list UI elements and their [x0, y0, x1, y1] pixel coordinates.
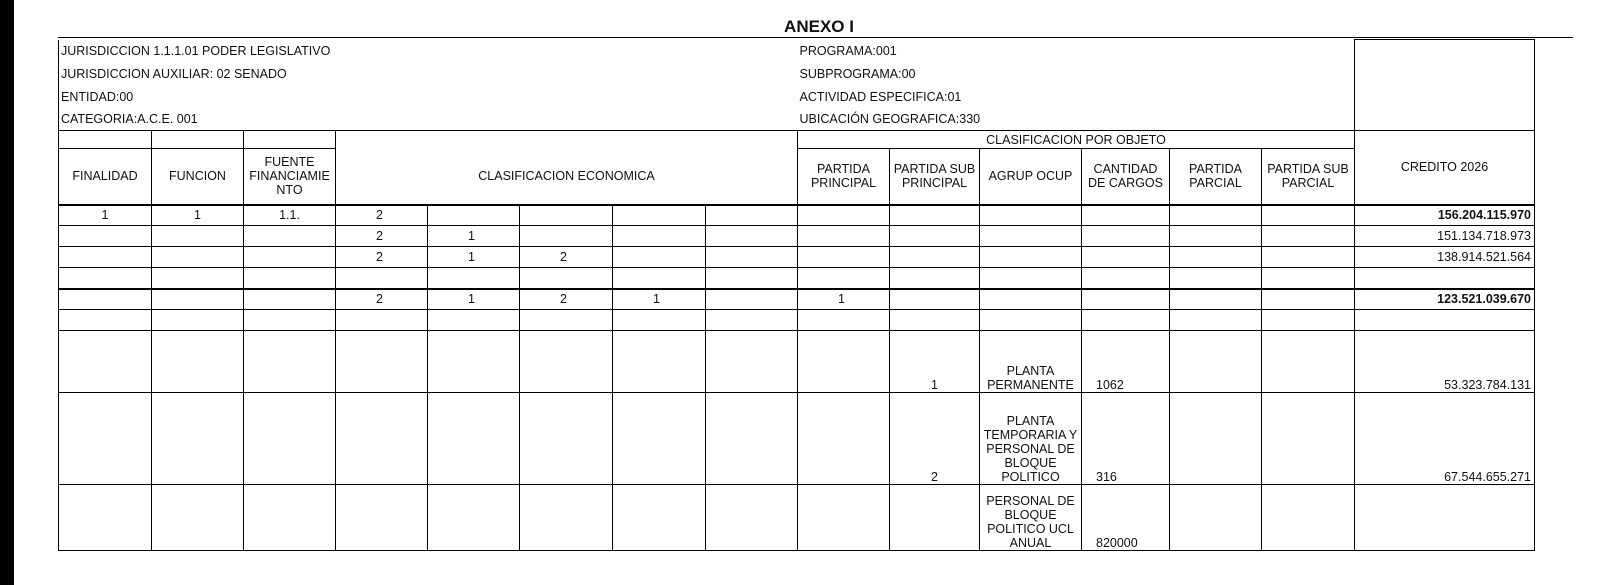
meta-ubicacion: UBICACIÓN GEOGRAFICA:330 [799, 112, 981, 127]
cell-psp: 1 [890, 331, 980, 393]
header-partida-parcial: PARTIDA PARCIAL [1170, 149, 1262, 205]
cell-finalidad [59, 310, 152, 331]
cell-ce1 [336, 310, 428, 331]
cell-credito: 123.521.039.670 [1355, 289, 1535, 310]
cell-subparcial [1262, 289, 1355, 310]
cell-funcion [152, 247, 244, 268]
cell-pp [798, 247, 890, 268]
cell-ce1: 2 [336, 205, 428, 226]
cell-pp: 1 [798, 289, 890, 310]
cell-pp [798, 331, 890, 393]
cell-psp [890, 226, 980, 247]
cell-ce2: 1 [428, 289, 520, 310]
cell-credito [1355, 268, 1535, 289]
cell-cant [1082, 226, 1170, 247]
cell-funcion [152, 485, 244, 551]
cell-ce4: 1 [613, 289, 706, 310]
header-top-blank-economica [336, 131, 798, 149]
meta-jurisdiccion-auxiliar: JURISDICCION AUXILIAR: 02 SENADO [59, 63, 798, 86]
cell-cant [1082, 289, 1170, 310]
header-partida-principal: PARTIDA PRINCIPAL [798, 149, 890, 205]
cell-ce2 [428, 331, 520, 393]
cell-ce3 [520, 268, 613, 289]
cell-ce5 [706, 289, 798, 310]
cell-ce1: 2 [336, 289, 428, 310]
cell-finalidad [59, 226, 152, 247]
cell-pp [798, 393, 890, 485]
cell-ce2 [428, 268, 520, 289]
table-row [59, 331, 1535, 393]
cell-ce4 [613, 393, 706, 485]
cell-ce3 [520, 393, 613, 485]
meta-programa: PROGRAMA:001 [799, 44, 897, 58]
header-clasificacion-objeto: CLASIFICACION POR OBJETO [798, 131, 1355, 149]
cell-parcial [1170, 205, 1262, 226]
cell-parcial [1170, 485, 1262, 551]
cell-fuente [244, 485, 336, 551]
cell-ce3 [520, 310, 613, 331]
cell-psp [890, 289, 980, 310]
cell-ce2 [428, 205, 520, 226]
cell-subparcial [1262, 485, 1355, 551]
cell-ce3: 2 [520, 289, 613, 310]
header-fuente: FUENTE FINANCIAMIE NTO [244, 149, 336, 205]
cell-credito: 53.323.784.131 [1355, 331, 1535, 393]
cell-subparcial [1262, 226, 1355, 247]
cell-funcion [152, 289, 244, 310]
cell-psp: 2 [890, 393, 980, 485]
cell-ce1 [336, 485, 428, 551]
cell-fuente [244, 310, 336, 331]
cell-cant [1082, 268, 1170, 289]
cell-pp [798, 485, 890, 551]
cell-credito [1355, 485, 1535, 551]
cell-funcion [152, 226, 244, 247]
cell-psp [890, 310, 980, 331]
cell-psp [890, 485, 980, 551]
cell-ce3 [520, 485, 613, 551]
cell-parcial [1170, 310, 1262, 331]
cell-ce4 [613, 205, 706, 226]
meta-entidad: ENTIDAD:00 [59, 86, 798, 109]
cell-psp [890, 247, 980, 268]
cell-pp [798, 226, 890, 247]
cell-credito: 156.204.115.970 [1355, 205, 1535, 226]
cell-subparcial [1262, 310, 1355, 331]
cell-fuente [244, 268, 336, 289]
header-agrup-ocup: AGRUP OCUP [980, 149, 1082, 205]
meta-categoria: CATEGORIA:A.C.E. 001 [59, 109, 798, 131]
header-top-blank-finalidad [59, 131, 152, 149]
cell-ce1: 2 [336, 226, 428, 247]
cell-psp [890, 268, 980, 289]
table-row [59, 205, 1535, 226]
table-row [59, 393, 1535, 485]
cell-ce1 [336, 331, 428, 393]
cell-finalidad [59, 289, 152, 310]
table-row [59, 226, 1535, 247]
cell-fuente [244, 393, 336, 485]
cell-agrup [980, 247, 1082, 268]
table-row [59, 485, 1535, 551]
left-edge-bar [0, 0, 14, 585]
cell-fuente [244, 226, 336, 247]
table-row [59, 289, 1535, 310]
header-partida-sub-principal: PARTIDA SUB PRINCIPAL [890, 149, 980, 205]
cell-psp [890, 205, 980, 226]
table-row [59, 310, 1535, 331]
cell-ce5 [706, 331, 798, 393]
table-row [59, 247, 1535, 268]
cell-ce5 [706, 268, 798, 289]
cell-subparcial [1262, 268, 1355, 289]
cell-cant: 1062 [1082, 331, 1170, 393]
cell-ce5 [706, 393, 798, 485]
cell-subparcial [1262, 247, 1355, 268]
cell-funcion [152, 268, 244, 289]
cell-ce5 [706, 247, 798, 268]
cell-pp [798, 310, 890, 331]
cell-ce4 [613, 247, 706, 268]
cell-cant [1082, 247, 1170, 268]
cell-funcion: 1 [152, 205, 244, 226]
cell-agrup: PLANTA PERMANENTE [980, 331, 1082, 393]
cell-cant [1082, 205, 1170, 226]
cell-parcial [1170, 289, 1262, 310]
cell-agrup [980, 289, 1082, 310]
cell-cant [1082, 310, 1170, 331]
cell-agrup [980, 268, 1082, 289]
cell-ce3 [520, 205, 613, 226]
cell-fuente [244, 289, 336, 310]
cell-funcion [152, 310, 244, 331]
cell-finalidad [59, 247, 152, 268]
cell-ce4 [613, 310, 706, 331]
cell-ce2: 1 [428, 226, 520, 247]
cell-agrup: PLANTA TEMPORARIA Y PERSONAL DE BLOQUE POLITICO [980, 393, 1082, 485]
cell-finalidad [59, 268, 152, 289]
header-cantidad-cargos: CANTIDAD DE CARGOS [1082, 149, 1170, 205]
cell-credito: 151.134.718.973 [1355, 226, 1535, 247]
cell-fuente [244, 331, 336, 393]
cell-pp [798, 268, 890, 289]
cell-ce3 [520, 226, 613, 247]
cell-ce5 [706, 226, 798, 247]
header-top-blank-funcion [152, 131, 244, 149]
cell-credito: 67.544.655.271 [1355, 393, 1535, 485]
cell-ce4 [613, 226, 706, 247]
cell-ce1 [336, 268, 428, 289]
cell-ce2 [428, 310, 520, 331]
header-credito: CREDITO 2026 [1355, 131, 1535, 205]
cell-ce2 [428, 485, 520, 551]
cell-subparcial [1262, 331, 1355, 393]
cell-parcial [1170, 331, 1262, 393]
cell-credito [1355, 310, 1535, 331]
cell-subparcial [1262, 205, 1355, 226]
header-clasificacion-economica: CLASIFICACION ECONOMICA [336, 149, 798, 205]
meta-subprograma: SUBPROGRAMA:00 [799, 67, 916, 81]
cell-finalidad [59, 485, 152, 551]
cell-fuente [244, 247, 336, 268]
title-divider [58, 37, 1573, 38]
cell-agrup [980, 226, 1082, 247]
header-finalidad: FINALIDAD [59, 149, 152, 205]
meta-jurisdiccion: JURISDICCION 1.1.1.01 PODER LEGISLATIVO [59, 40, 798, 63]
cell-finalidad: 1 [59, 205, 152, 226]
cell-ce3 [520, 331, 613, 393]
page-title: ANEXO I [784, 17, 854, 36]
cell-ce5 [706, 205, 798, 226]
cell-funcion [152, 331, 244, 393]
cell-funcion [152, 393, 244, 485]
cell-ce5 [706, 485, 798, 551]
header-top-blank-fuente [244, 131, 336, 149]
cell-ce4 [613, 268, 706, 289]
cell-cant: 820000 [1082, 485, 1170, 551]
cell-fuente: 1.1. [244, 205, 336, 226]
cell-ce2 [428, 393, 520, 485]
cell-parcial [1170, 393, 1262, 485]
cell-ce5 [706, 310, 798, 331]
cell-ce4 [613, 331, 706, 393]
cell-ce1 [336, 393, 428, 485]
cell-agrup: PERSONAL DE BLOQUE POLITICO UCL ANUAL [980, 485, 1082, 551]
cell-parcial [1170, 268, 1262, 289]
header-partida-sub-parcial: PARTIDA SUB PARCIAL [1262, 149, 1355, 205]
cell-finalidad [59, 331, 152, 393]
cell-pp [798, 205, 890, 226]
budget-table [58, 39, 1535, 551]
cell-finalidad [59, 393, 152, 485]
table-row [59, 268, 1535, 289]
cell-agrup [980, 310, 1082, 331]
cell-ce2: 1 [428, 247, 520, 268]
meta-actividad: ACTIVIDAD ESPECIFICA:01 [799, 90, 962, 104]
cell-ce3: 2 [520, 247, 613, 268]
cell-credito: 138.914.521.564 [1355, 247, 1535, 268]
meta-right-box [1355, 40, 1535, 131]
cell-parcial [1170, 226, 1262, 247]
cell-subparcial [1262, 393, 1355, 485]
cell-ce4 [613, 485, 706, 551]
header-funcion: FUNCION [152, 149, 244, 205]
cell-ce1: 2 [336, 247, 428, 268]
cell-cant: 316 [1082, 393, 1170, 485]
cell-agrup [980, 205, 1082, 226]
cell-parcial [1170, 247, 1262, 268]
